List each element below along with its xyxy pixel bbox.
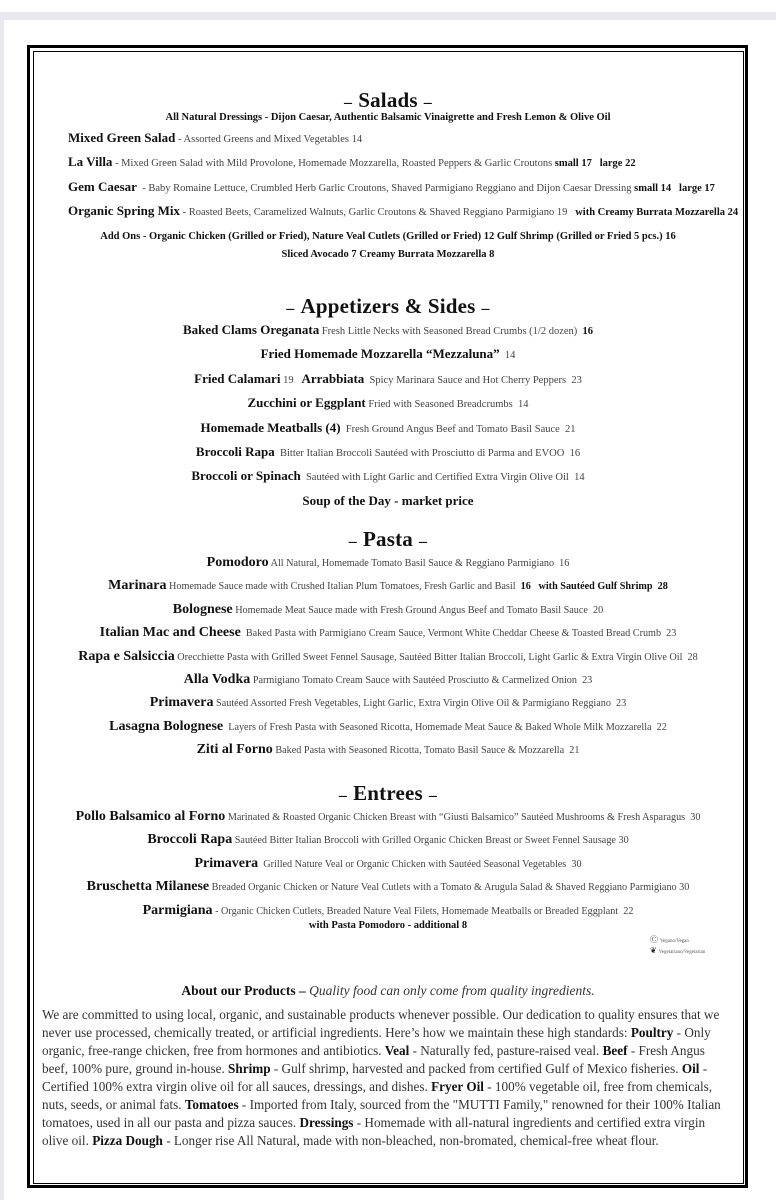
item-description: - Roasted Beets, Caramelized Walnuts, Garlic Croutons & Shaved Reggiano Parmigiano 19 bbox=[179, 207, 570, 219]
menu-item bbox=[36, 575, 740, 598]
item-name: Pomodoro bbox=[206, 555, 269, 570]
menu-item bbox=[36, 368, 740, 392]
item-name: Mixed Green Salad bbox=[68, 130, 176, 145]
item-name: Organic Spring Mix bbox=[68, 203, 180, 219]
item-description: Spicy Marinara Sauce and Hot Cherry Peppers 23 bbox=[364, 374, 582, 386]
item-name: Homemade Meatballs (4) bbox=[200, 419, 341, 435]
menu-item bbox=[36, 692, 740, 715]
item-price: 16 with Sautéed Gulf Shrimp 28 bbox=[518, 581, 668, 593]
about-text: - Naturally fed, pasture-raised veal. bbox=[409, 1043, 603, 1058]
menu-item bbox=[36, 490, 740, 514]
appetizers-section bbox=[36, 293, 740, 514]
item-description: Baked Pasta with Seasoned Ricotta, Tomato Basil Sauce & Mozzarella 21 bbox=[272, 745, 580, 757]
item-description: - Organic Chicken Cutlets, Breaded Nature Veal Filets, Homemade Meatballs or Breaded Eggplant 22 bbox=[212, 905, 634, 917]
about-category: Oil bbox=[681, 1061, 700, 1076]
section-title: – Entrees – bbox=[338, 781, 438, 805]
item-name: La Villa bbox=[68, 154, 113, 170]
about-title: About our Products – bbox=[181, 983, 306, 998]
about-category: Fryer Oil bbox=[431, 1079, 484, 1094]
item-description: - Baby Romaine Lettuce, Crumbled Herb Garlic Croutons, Shaved Parmigiano Reggiano and Dijon Caesar Dressing bbox=[136, 182, 635, 194]
item-description: Sautéed Bitter Italian Broccoli with Grilled Organic Chicken Breast or Sweet Fennel Sausage 30 bbox=[232, 835, 629, 847]
section-title: – Appetizers & Sides – bbox=[286, 294, 490, 318]
about-category: Tomatoes bbox=[184, 1097, 239, 1112]
item-description: Sautéed Assorted Fresh Vegetables, Light Garlic, Extra Virgin Olive Oil & Parmigiano Reggiano 23 bbox=[213, 698, 627, 710]
item-name: Soup of the Day - market price bbox=[302, 492, 474, 508]
item-description: Fried with Seasoned Breadcrumbs 14 bbox=[365, 399, 529, 411]
item-description: Grilled Nature Veal or Organic Chicken with Sautéed Seasonal Vegetables 30 bbox=[258, 858, 582, 870]
addons-note: Add Ons - Organic Chicken (Grilled or Fried), Nature Veal Cutlets (Grilled or Fried) 12 Gulf Shrimp (Grilled or Fried 5 pcs.) 16 bbox=[100, 230, 676, 242]
item-description: Homemade Sauce made with Crushed Italian Plum Tomatoes, Fresh Garlic and Basil bbox=[166, 581, 519, 593]
entree-note: with Pasta Pomodoro - additional 8 bbox=[308, 920, 468, 932]
about-category: Veal bbox=[384, 1043, 410, 1058]
item-name: Marinara bbox=[108, 578, 167, 594]
menu-item bbox=[36, 829, 740, 852]
item-name: Broccoli or Spinach bbox=[191, 468, 301, 484]
vegan-leaf-circle-icon: Ⓒ bbox=[650, 935, 658, 944]
menu-item bbox=[36, 876, 740, 899]
diet-legend bbox=[650, 935, 705, 957]
about-text: - Longer rise All Natural, made with non-bleached, non-bromated, chemical-free wheat flour. bbox=[162, 1133, 659, 1148]
item-name: Pollo Balsamico al Forno bbox=[75, 809, 226, 824]
about-category: Pizza Dough bbox=[92, 1133, 163, 1148]
menu-item bbox=[36, 669, 740, 692]
menu-item bbox=[36, 417, 740, 441]
item-name: Arrabbiata bbox=[301, 370, 365, 386]
about-text: We are committed to using local, organic, and sustainable products whenever possible. Our dedication to quality ensures that we never use processed, chemically treated, or artificial ingredients. Here’s how we maintain these high standards: bbox=[42, 1007, 720, 1040]
item-name: Broccoli Rapa bbox=[195, 444, 275, 460]
item-description: Baked Pasta with Parmigiano Cream Sauce, Vermont White Cheddar Cheese & Toasted Bread Crumb 23 bbox=[240, 628, 677, 640]
about-category: Dressings bbox=[299, 1115, 354, 1130]
item-price: 16 bbox=[579, 326, 594, 337]
item-description: 14 bbox=[499, 350, 516, 362]
item-description: Breaded Organic Chicken or Nature Veal Cutlets with a Tomato & Arugula Salad & Shaved Reggiano Parmigiano 30 bbox=[209, 882, 690, 894]
menu-item bbox=[36, 441, 740, 465]
menu-item bbox=[36, 716, 740, 739]
item-name: Baked Clams Oreganata bbox=[182, 322, 320, 337]
item-description: Bitter Italian Broccoli Sautéed with Prosciutto di Parma and EVOO 16 bbox=[274, 448, 581, 460]
addons-note-2: Sliced Avocado 7 Creamy Burrata Mozzarella 8 bbox=[281, 248, 495, 260]
item-name: Parmigiana bbox=[142, 902, 213, 918]
entree-list bbox=[36, 806, 740, 923]
menu-item bbox=[36, 739, 740, 762]
about-body bbox=[42, 1006, 732, 1150]
item-name: Primavera bbox=[194, 855, 259, 871]
legend-vegetarian: Vegetariano/Vegetarian bbox=[658, 950, 706, 955]
top-band bbox=[0, 0, 776, 12]
item-name: Zucchini or Eggplant bbox=[247, 395, 366, 411]
menu-item bbox=[36, 151, 740, 175]
about-category: Poultry bbox=[630, 1025, 674, 1040]
item-description: 19 bbox=[280, 374, 302, 386]
item-description: - Assorted Greens and Mixed Vegetables 14 bbox=[175, 134, 363, 145]
menu-item bbox=[36, 200, 740, 224]
section-title-text: Salads bbox=[358, 88, 418, 112]
item-description: Orecchiette Pasta with Grilled Sweet Fennel Sausage, Sautéed Bitter Italian Broccoli, Light Garlic & Extra Virgin Olive Oil 28 bbox=[174, 651, 698, 663]
item-description: Layers of Fresh Pasta with Seasoned Ricotta, Homemade Meat Sauce & Baked Whole Milk Mozzarella 22 bbox=[223, 721, 667, 733]
item-description: Marinated & Roasted Organic Chicken Breast with “Giusti Balsamico” Sautéed Mushrooms & Fresh Asparagus 30 bbox=[225, 812, 701, 823]
leaf-icon: ❦ bbox=[650, 946, 657, 955]
item-name: Lasagna Bolognese bbox=[109, 718, 224, 734]
pasta-list bbox=[36, 552, 740, 763]
item-description: Parmigiano Tomato Cream Sauce with Sautéed Prosciutto & Carmelized Onion 23 bbox=[250, 675, 593, 687]
item-price: small 17 large 22 bbox=[554, 158, 636, 170]
menu-item bbox=[36, 646, 740, 669]
menu-item bbox=[36, 127, 740, 151]
item-name: Primavera bbox=[149, 695, 214, 711]
section-title: – Salads – bbox=[344, 88, 432, 112]
item-price: with Creamy Burrata Mozzarella 24 bbox=[569, 207, 739, 219]
menu-item bbox=[36, 552, 740, 575]
item-description: Fresh Little Necks with Seasoned Bread Crumbs (1/2 dozen) bbox=[319, 326, 580, 337]
menu-item bbox=[36, 806, 740, 829]
item-description: Sautéed with Light Garlic and Certified Extra Virgin Olive Oil 14 bbox=[300, 472, 585, 484]
item-name: Gem Caesar bbox=[68, 178, 137, 194]
about-heading bbox=[36, 983, 740, 999]
about-text: - Certified 100% extra virgin olive oil for all sauces, dressings, and dishes. bbox=[42, 1061, 708, 1094]
item-name: Bolognese bbox=[172, 601, 233, 617]
menu-item bbox=[36, 853, 740, 876]
entrees-section bbox=[36, 780, 740, 935]
salad-list bbox=[36, 127, 740, 225]
about-text: - 100% vegetable oil, free from chemicals, nuts, seeds, or animal fats. bbox=[42, 1079, 713, 1112]
section-title-text: Appetizers & Sides bbox=[300, 294, 476, 318]
about-tagline: Quality food can only come from quality ingredients. bbox=[309, 983, 595, 998]
item-name: Broccoli Rapa bbox=[147, 832, 233, 848]
item-description: - Mixed Green Salad with Mild Provolone, Homemade Mozzarella, Roasted Peppers & Garlic Croutons bbox=[112, 158, 555, 170]
item-description: Fresh Ground Angus Beef and Tomato Basil Sauce 21 bbox=[340, 423, 576, 435]
section-title-text: Entrees bbox=[353, 781, 423, 805]
item-name: Alla Vodka bbox=[183, 672, 251, 688]
about-category: Beef bbox=[602, 1043, 628, 1058]
item-name: Italian Mac and Cheese bbox=[99, 625, 241, 641]
item-name: Fried Calamari bbox=[194, 370, 281, 386]
item-name: Bruschetta Milanese bbox=[86, 879, 210, 895]
item-name: Ziti al Forno bbox=[196, 742, 273, 758]
item-name: Fried Homemade Mozzarella “Mezzaluna” bbox=[260, 346, 500, 362]
item-description: All Natural, Homemade Tomato Basil Sauce & Reggiano Parmigiano 16 bbox=[268, 558, 570, 569]
about-text: - Imported from Italy, sourced from the "MUTTI Family," renowned for their 100% Italian tomatoes, used in all our pasta and pizza sauces. bbox=[42, 1097, 721, 1130]
pasta-section bbox=[36, 526, 740, 763]
dressings-note: All Natural Dressings - Dijon Caesar, Authentic Balsamic Vinaigrette and Fresh Lemon & Olive Oil bbox=[165, 112, 611, 123]
menu-item bbox=[36, 465, 740, 489]
about-text: - Gulf shrimp, harvested and packed from certified Gulf of Mexico fisheries. bbox=[270, 1061, 682, 1076]
menu-item bbox=[36, 622, 740, 645]
menu-item bbox=[36, 599, 740, 622]
appetizer-list bbox=[36, 319, 740, 514]
about-text: - Only organic, free-range chicken, free from hormones and antibiotics. bbox=[42, 1025, 711, 1058]
menu-item bbox=[36, 176, 740, 200]
item-name: Rapa e Salsiccia bbox=[78, 648, 175, 664]
item-description: Homemade Meat Sauce made with Fresh Ground Angus Beef and Tomato Basil Sauce 20 bbox=[232, 604, 604, 616]
section-title: – Pasta – bbox=[348, 527, 428, 551]
salads-section bbox=[36, 87, 740, 264]
section-title-text: Pasta bbox=[363, 527, 413, 551]
menu-item bbox=[36, 343, 740, 367]
menu-item bbox=[36, 319, 740, 343]
menu-item bbox=[36, 392, 740, 416]
about-text: - Homemade with all-natural ingredients and certified extra virgin olive oil. bbox=[42, 1115, 706, 1148]
item-price: small 14 large 17 bbox=[634, 182, 715, 194]
legend-vegan: Vegano/Vegan bbox=[660, 939, 689, 944]
about-text: - Fresh Angus beef, 100% pure, ground in-house. bbox=[42, 1043, 705, 1076]
about-category: Shrimp bbox=[228, 1061, 271, 1076]
